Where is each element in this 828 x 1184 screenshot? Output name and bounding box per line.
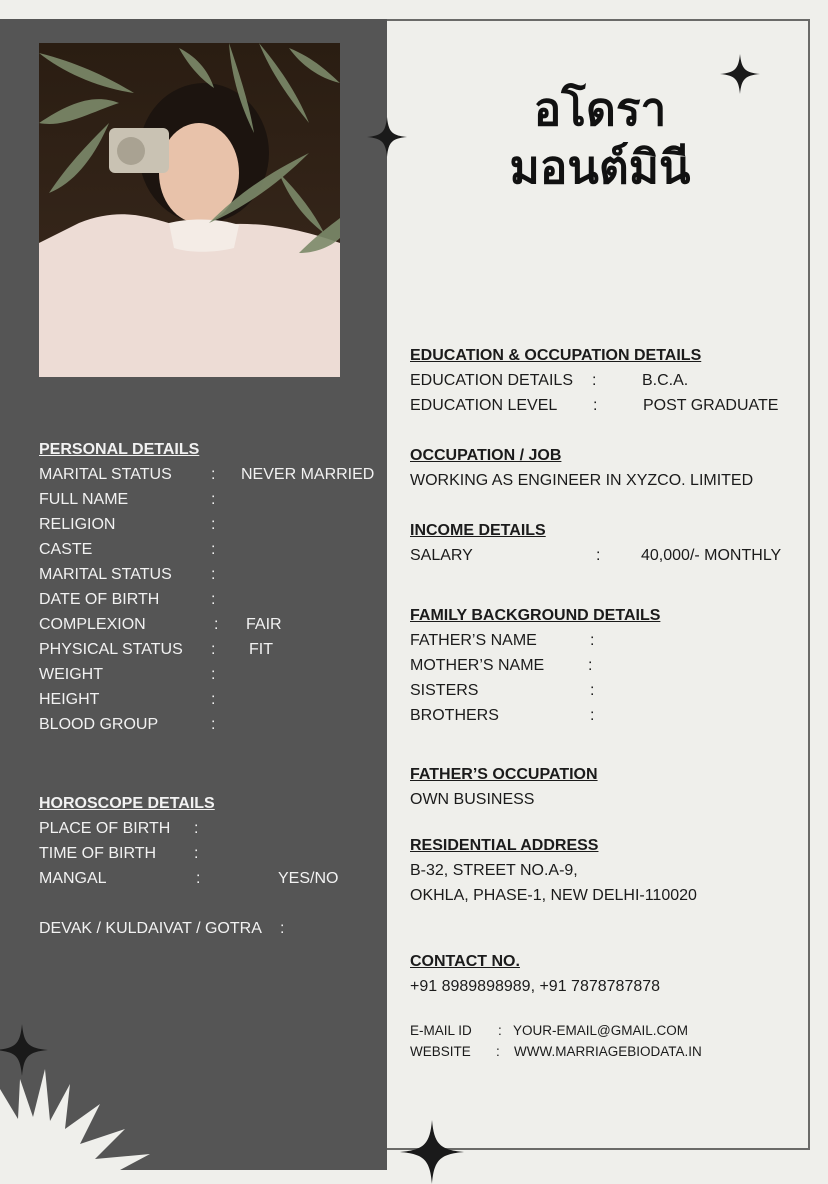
website-row: WEBSITE : WWW.MARRIAGEBIODATA.IN xyxy=(410,1041,805,1062)
father-occupation-text: OWN BUSINESS xyxy=(410,791,535,808)
address-line-1: B-32, STREET NO.A-9, xyxy=(410,862,578,879)
family-row: MOTHER’S NAME : xyxy=(410,657,593,674)
income-row: SALARY : 40,000/- MONTHLY xyxy=(410,547,782,564)
education-row: EDUCATION LEVEL : POST GRADUATE xyxy=(410,397,779,414)
personal-row: PHYSICAL STATUS : FIT xyxy=(39,641,273,658)
website-link[interactable]: WWW.MARRIAGEBIODATA.IN xyxy=(514,1044,702,1059)
horoscope-row: TIME OF BIRTH : xyxy=(39,845,199,862)
personal-row: MARITAL STATUS : xyxy=(39,566,216,583)
personal-details-heading: PERSONAL DETAILS xyxy=(39,441,200,458)
family-row: SISTERS : xyxy=(410,682,595,699)
contact-heading: CONTACT NO. xyxy=(410,953,520,970)
sparkle-star-icon xyxy=(400,1120,464,1184)
personal-row: RELIGION : xyxy=(39,516,216,533)
father-occupation-heading: FATHER’S OCCUPATION xyxy=(410,766,598,783)
profile-photo xyxy=(39,43,340,377)
personal-row: DATE OF BIRTH : xyxy=(39,591,216,608)
portrait-image xyxy=(39,43,340,377)
family-row: BROTHERS : xyxy=(410,707,595,724)
personal-row: WEIGHT : xyxy=(39,666,216,683)
horoscope-details-heading: HOROSCOPE DETAILS xyxy=(39,795,215,812)
occupation-text: WORKING AS ENGINEER IN XYZCO. LIMITED xyxy=(410,472,754,489)
personal-row: CASTE : xyxy=(39,541,216,558)
family-heading: FAMILY BACKGROUND DETAILS xyxy=(410,607,661,624)
address-line-2: OKHLA, PHASE-1, NEW DELHI-110020 xyxy=(410,887,697,904)
income-heading: INCOME DETAILS xyxy=(410,522,546,539)
gotra-row: DEVAK / KULDAIVAT / GOTRA : xyxy=(39,920,285,937)
personal-row: FULL NAME : xyxy=(39,491,216,508)
personal-row: BLOOD GROUP : xyxy=(39,716,216,733)
phone-numbers: +91 8989898989, +91 7878787878 xyxy=(410,978,661,995)
horoscope-row: PLACE OF BIRTH : xyxy=(39,820,199,837)
education-heading: EDUCATION & OCCUPATION DETAILS xyxy=(410,347,702,364)
family-row: FATHER’S NAME : xyxy=(410,632,595,649)
email-row: E-MAIL ID : YOUR-EMAIL@GMAIL.COM xyxy=(410,1020,805,1041)
horoscope-row: MANGAL : YES/NO xyxy=(39,870,339,887)
address-heading: RESIDENTIAL ADDRESS xyxy=(410,837,599,854)
email-link[interactable]: YOUR-EMAIL@GMAIL.COM xyxy=(513,1023,688,1038)
personal-row: MARITAL STATUS : NEVER MARRIED xyxy=(39,466,375,483)
personal-row: COMPLEXION : FAIR xyxy=(39,616,282,633)
name-title: อโดรา มอนต์มินี xyxy=(509,82,691,194)
education-row: EDUCATION DETAILS : B.C.A. xyxy=(410,372,689,389)
sparkle-star-icon xyxy=(367,117,407,157)
sparkle-star-icon xyxy=(0,1024,48,1076)
occupation-heading: OCCUPATION / JOB xyxy=(410,447,562,464)
personal-row: HEIGHT : xyxy=(39,691,216,708)
